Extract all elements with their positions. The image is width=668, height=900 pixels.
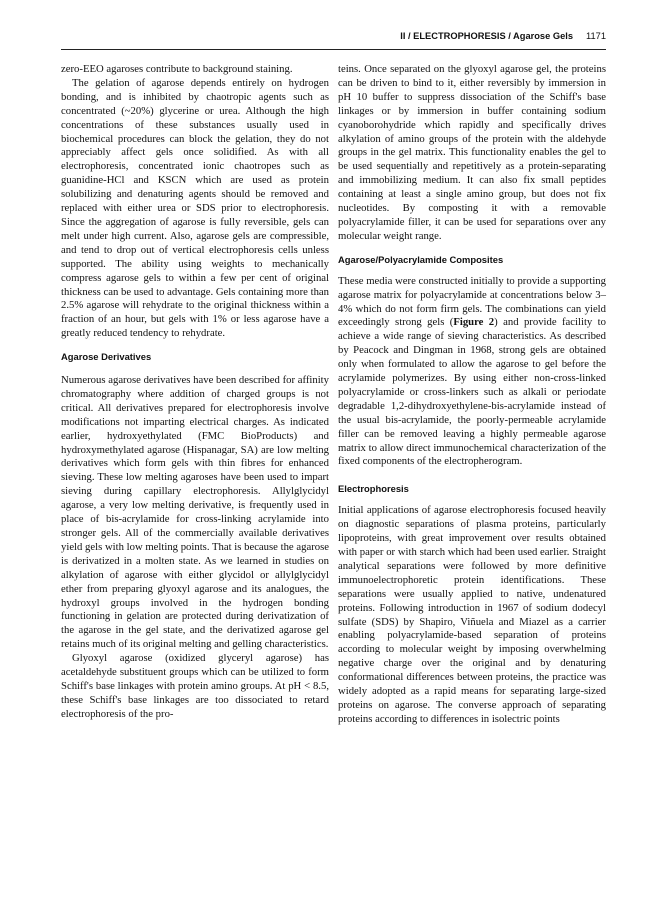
right-column <box>338 63 606 727</box>
header-rule <box>61 49 606 50</box>
figure-reference[interactable]: Figure 2 <box>453 316 495 329</box>
paragraph-continued: zero-EEO agaroses contribute to background staining. <box>61 63 293 75</box>
paragraph-continued-right: teins. Once separated on the glyoxyl agarose gel, the proteins can be driven to bind to it, either reversibly by immersion in pH 10 buffer to suppress dissociation of the Schiff's base linkages or by immersion in buffer containing sodium cyanoborohydride which rapidly and specifically drives alkylation of amino groups of the protein with the aldehyde groups in the gel matrix. This functionality enables the gel to be used sequentially and repetitively as a protein-separating and immobilizing medium. It can also fix small peptides containing at least a single amino group, but does not fix nucleotides. By composting it with a removable polyacrylamide filler, it can be used for separations over any molecular weight range. <box>338 63 606 242</box>
paragraph-composites <box>338 275 606 470</box>
paragraph-derivatives: Numerous agarose derivatives have been described for affinity chromatography where addition of charged groups is not critical. All derivatives prepared for electrophoresis involve modifications not imparting electrical charges. As indicated earlier, hydroxyethylated (FMC BioProducts) and hydroxymethylated agarose (Hispanagar, SA) are low melting derivatives which form gels with thin fibres for enhanced sieving. These low melting agaroses have been used to impart sieving during capillary electrophoresis. Allylglycidyl agarose, a very low melting derivative, is frequently used in place of bis-acrylamide for cross-linking acrylamide into stronger gels. All of the commercially available derivatives yield gels with low melting points. That is because the agarose is derivatized in a molten state. As we learned in studies on alkylation of agarose with either glycidol or allylglycidyl ether from preparing glyoxyl agarose and its analogues, the hydroxyl groups involved in the hydrogen bonding functioning in gelation are protected during derivatization of the agarose in the gel state, and the derivatized agarose gel retains much of its original melting and gelling characteristics. <box>61 374 329 651</box>
composites-text-after: ) and provide facility to achieve a wide range of sieving characteristics. As described by Peacock and Dingman in 1968, strong gels are obtained only when formulated to allow the agarose to gel before the acrylamide polymerizes. By using either non-cross-linked polyacrylamide or cross-linkers such as alkali or periodate degradable 1,2-dihydroxyethylene-bis-acrylamide instead of the usual bis-acrylamide, the poorly-permeable acrylamide filler can be removed leaving a highly permeable agarose matrix to allow direct immunochemical characterization of the fixed components of the electropherogram. <box>338 316 606 468</box>
heading-agarose-polyacrylamide-composites: Agarose/Polyacrylamide Composites <box>338 253 504 265</box>
running-head-section: II / ELECTROPHORESIS / Agarose Gels <box>400 31 573 41</box>
composites-text-before: These media were constructed initially to provide a supporting agarose matrix for polyacrylamide at concentrations below 3–4% which do not form firm gels. The combinations can yield exceedingly strong gels ( <box>338 274 606 329</box>
page-number: 1171 <box>586 31 606 41</box>
paragraph-gelation: The gelation of agarose depends entirely on hydrogen bonding, and is inhibited by chaotropic agents such as concentrated (~20%) glycerine or urea. Although the high concentrations of these substances usually used in biochemical procedures can block the gelation, they do not appreciably affect gels once solidified. As with all electrophoresis, concentrated ionic chaotropes such as guanidine-HCl and KSCN which are used as protein solubilizing and denaturing agents should be removed and replaced with either urea or SDS prior to electrophoresis. Since the aggregation of agarose is fully reversible, gels can melt under high current. Also, agarose gels are compressible, and tend to drop out of vertical electrophoresis cells unless supported. The ability using weights to mechanically compress agarose gels to within a few per cent of original thickness can be used to advantage. Gels containing more than 2.5% agarose will rehydrate to the original thickness within a fraction of an hour, but gels with 1% or less agarose have a greatly reduced tendency to rehydrate. <box>61 76 329 340</box>
heading-electrophoresis: Electrophoresis <box>338 483 409 495</box>
paragraph-electrophoresis: Initial applications of agarose electrophoresis focused heavily on diagnostic separations of plasma proteins, particularly lipoproteins, with great improvement over results obtained with paper or with starch which had been used earlier. Straight analytical separations were followed by more definitive immunoelectrophoretic protein identifications. These separations were usually applied to native, undenatured proteins. Following introduction in 1967 of sodium dodecyl sulfate (SDS) by Shapiro, Viñuela and Miazel as a carrier enabling polyacrylamide-based separation of proteins according to molecular weight by imposing overwhelming negative charge over the original and by denaturing conformational differences between proteins, the practice was widely adopted as a rapid means for separating large-sized proteins on agarose. The converse approach of separating proteins according to differences in isolectric points <box>338 504 606 725</box>
paragraph-glyoxyl: Glyoxyl agarose (oxidized glyceryl agarose) has acetaldehyde substituent groups which can be utilized to form Schiff's base linkages with protein amino groups. At pH < 8.5, these Schiff's base linkages are too dissociated to retard electrophoresis of the pro- <box>61 652 329 720</box>
left-column <box>61 63 329 722</box>
running-head <box>61 31 606 45</box>
heading-agarose-derivatives: Agarose Derivatives <box>61 351 152 363</box>
